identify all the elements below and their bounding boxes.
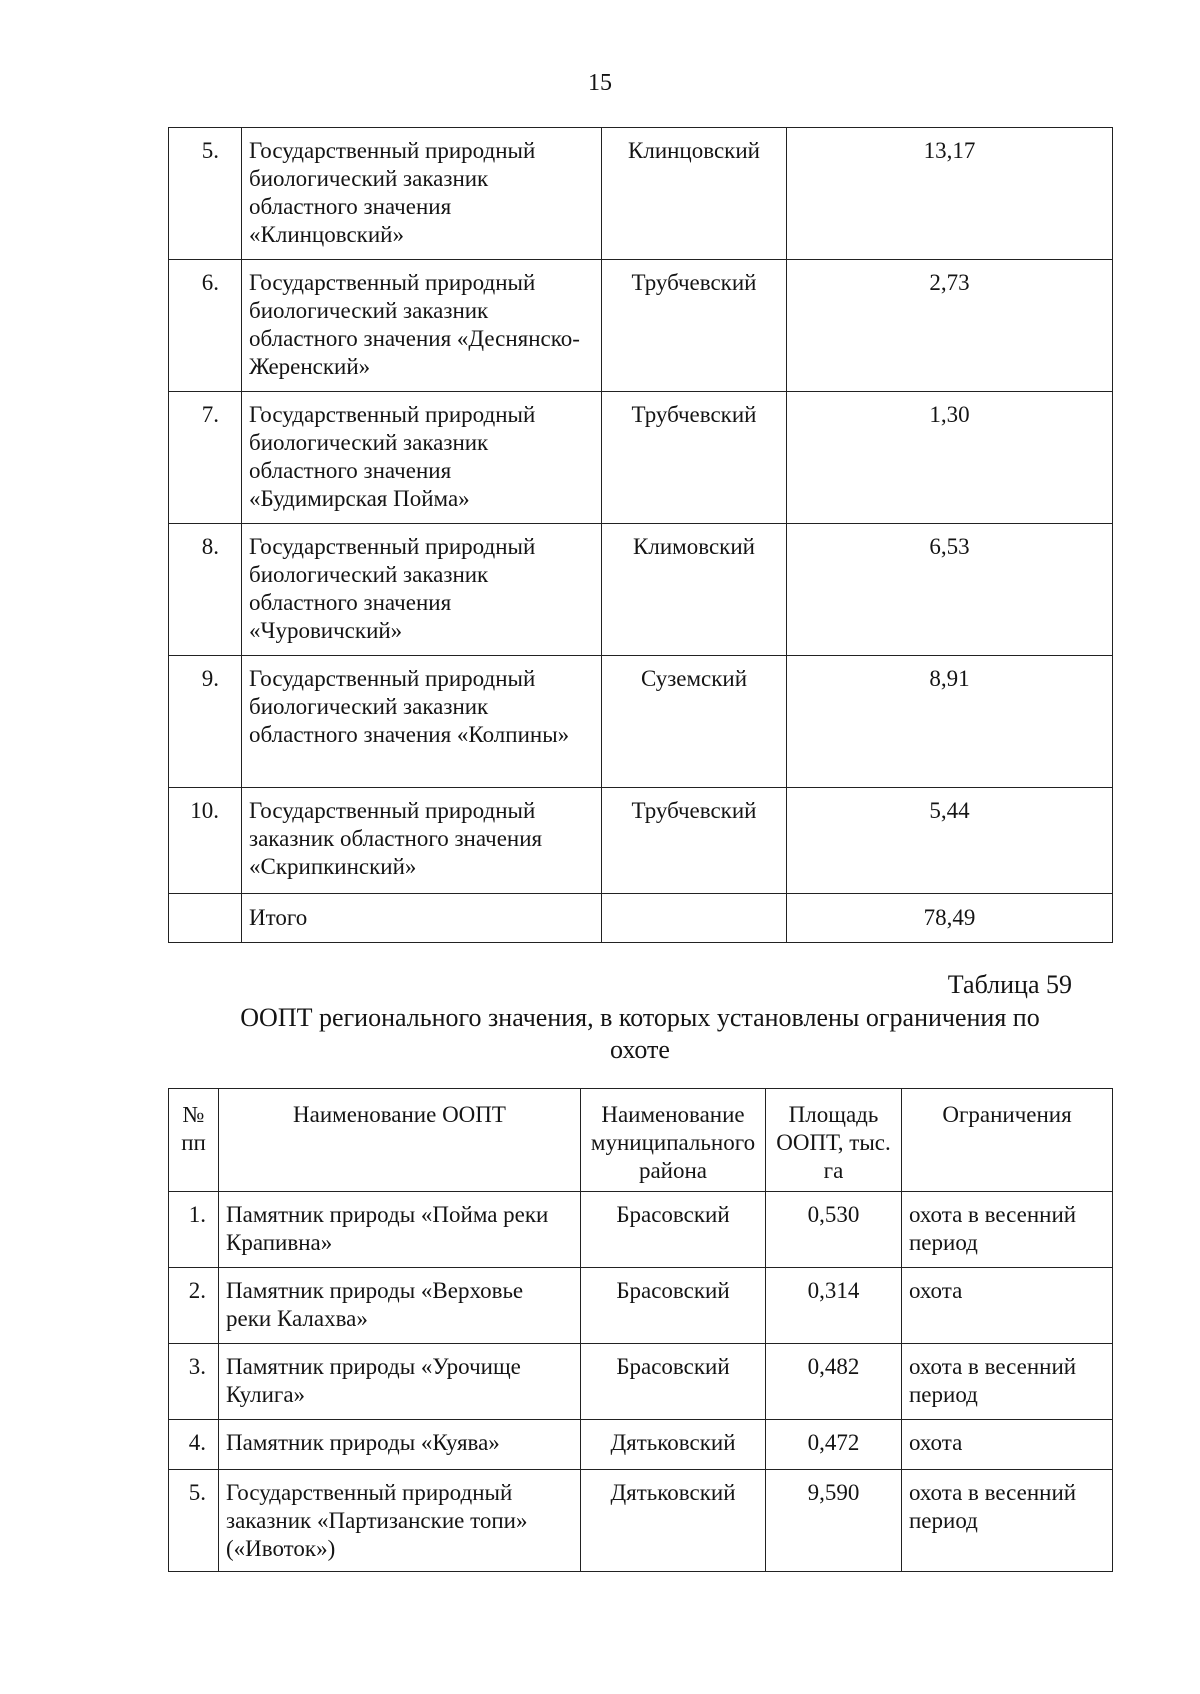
area-value: 13,17: [787, 128, 1113, 260]
district-name: Брасовский: [581, 1192, 766, 1268]
table-row: [169, 1192, 1113, 1268]
table-row: [169, 1268, 1113, 1344]
area-value: 9,590: [766, 1470, 902, 1572]
restriction-text: охота: [902, 1420, 1113, 1470]
restriction-text: охота в весенний период: [902, 1192, 1113, 1268]
district-name: Дятьковский: [581, 1420, 766, 1470]
area-value: 0,314: [766, 1268, 902, 1344]
reserves-table-continued: [168, 127, 1113, 943]
area-value: 0,530: [766, 1192, 902, 1268]
header-name: Наименование ООПТ: [219, 1089, 581, 1192]
protected-area-name: Памятник природы «Пойма реки Крапивна»: [219, 1192, 581, 1268]
table-row: [169, 1344, 1113, 1420]
reserve-name: Государственный природный заказник областного значения «Скрипкинский»: [242, 788, 602, 894]
row-number: 7.: [169, 392, 242, 524]
total-number-cell: [169, 894, 242, 943]
table-row: [169, 524, 1113, 656]
row-number: 4.: [169, 1420, 219, 1470]
district-name: Трубчевский: [602, 788, 787, 894]
hunting-restrictions-table: [168, 1088, 1113, 1572]
header-area: Площадь ООПТ, тыс. га: [766, 1089, 902, 1192]
row-number: 1.: [169, 1192, 219, 1268]
header-restrictions: Ограничения: [902, 1089, 1113, 1192]
district-name: Трубчевский: [602, 260, 787, 392]
district-name: Брасовский: [581, 1344, 766, 1420]
table-row: [169, 788, 1113, 894]
restriction-text: охота в весенний период: [902, 1344, 1113, 1420]
table-label: Таблица 59: [947, 970, 1072, 999]
reserve-name: Государственный природный биологический заказник областного значения «Клинцовский»: [242, 128, 602, 260]
area-value: 5,44: [787, 788, 1113, 894]
area-value: 6,53: [787, 524, 1113, 656]
reserve-name: Государственный природный биологический заказник областного значения «Деснянско-Жеренский»: [242, 260, 602, 392]
area-value: 0,482: [766, 1344, 902, 1420]
header-number: № пп: [169, 1089, 219, 1192]
reserve-name: Государственный природный биологический заказник областного значения «Колпины»: [242, 656, 602, 788]
table-row: [169, 656, 1113, 788]
district-name: Трубчевский: [602, 392, 787, 524]
table-row: [169, 392, 1113, 524]
district-name: Климовский: [602, 524, 787, 656]
protected-area-name: Памятник природы «Куява»: [219, 1420, 581, 1470]
restriction-text: охота: [902, 1268, 1113, 1344]
area-value: 2,73: [787, 260, 1113, 392]
header-district: Наименование муниципального района: [581, 1089, 766, 1192]
area-value: 0,472: [766, 1420, 902, 1470]
district-name: Дятьковский: [581, 1470, 766, 1572]
reserve-name: Государственный природный биологический заказник областного значения «Чуровичский»: [242, 524, 602, 656]
table-title: ООПТ регионального значения, в которых установлены ограничения по охоте: [240, 1003, 1040, 1064]
total-label: Итого: [242, 894, 602, 943]
total-area: 78,49: [787, 894, 1113, 943]
row-number: 3.: [169, 1344, 219, 1420]
restriction-text: охота в весенний период: [902, 1470, 1113, 1572]
table-row: [169, 1470, 1113, 1572]
table-row: [169, 1420, 1113, 1470]
table-row: [169, 260, 1113, 392]
total-row: [169, 894, 1113, 943]
table-header-row: [169, 1089, 1113, 1192]
area-value: 8,91: [787, 656, 1113, 788]
row-number: 9.: [169, 656, 242, 788]
reserve-name: Государственный природный биологический заказник областного значения «Будимирская Пойма»: [242, 392, 602, 524]
row-number: 2.: [169, 1268, 219, 1344]
row-number: 5.: [169, 1470, 219, 1572]
row-number: 10.: [169, 788, 242, 894]
total-district-cell: [602, 894, 787, 943]
row-number: 6.: [169, 260, 242, 392]
table-row: [169, 128, 1113, 260]
protected-area-name: Памятник природы «Верховье реки Калахва»: [219, 1268, 581, 1344]
district-name: Брасовский: [581, 1268, 766, 1344]
page-number: 15: [588, 70, 612, 96]
area-value: 1,30: [787, 392, 1113, 524]
protected-area-name: Государственный природный заказник «Партизанские топи» («Ивоток»): [219, 1470, 581, 1572]
protected-area-name: Памятник природы «Урочище Кулига»: [219, 1344, 581, 1420]
row-number: 8.: [169, 524, 242, 656]
district-name: Суземский: [602, 656, 787, 788]
district-name: Клинцовский: [602, 128, 787, 260]
row-number: 5.: [169, 128, 242, 260]
